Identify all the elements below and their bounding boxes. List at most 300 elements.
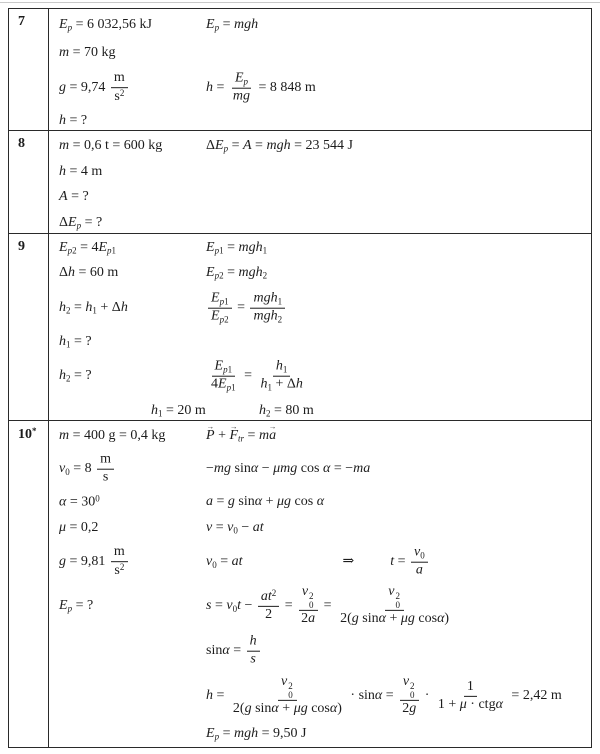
- math-variable: v: [59, 461, 66, 477]
- subscript: [263, 246, 268, 256]
- math-variable: p: [67, 245, 73, 256]
- fraction: [399, 674, 419, 718]
- math-variable: h: [295, 376, 303, 392]
- math-variable: v: [402, 673, 410, 689]
- fraction-denominator: [111, 88, 127, 106]
- math-variable: g: [409, 701, 417, 717]
- math-variable: h: [206, 688, 213, 704]
- math-text: 0: [420, 550, 425, 561]
- math-cell: [206, 17, 258, 33]
- math-line: [59, 673, 591, 719]
- math-text: 2: [301, 611, 309, 627]
- fraction-numerator: [278, 674, 297, 701]
- fraction-denominator: [337, 611, 452, 628]
- math-text: sin: [251, 701, 272, 717]
- math-variable: μ: [59, 520, 67, 535]
- math-text: 2: [219, 270, 224, 281]
- math-text: ): [337, 701, 342, 717]
- math-text: =: [240, 368, 256, 384]
- math-cell: [206, 240, 267, 256]
- math-variable: h: [206, 80, 213, 96]
- math-text: m: [100, 451, 112, 467]
- math-variable: p: [214, 731, 220, 742]
- fraction-numerator: [212, 359, 236, 377]
- math-cell: [206, 545, 430, 580]
- math-text: 2: [265, 607, 273, 623]
- math-variable: h: [59, 334, 66, 349]
- math-variable: μmg: [273, 461, 298, 476]
- math-text: =: [213, 688, 228, 704]
- table-row: [9, 131, 591, 234]
- superscript: [120, 562, 125, 572]
- math-text: = 0,6 t = 600 kg: [69, 138, 163, 153]
- math-variable: s: [250, 651, 256, 667]
- math-cell: [59, 215, 102, 231]
- math-text: =: [229, 643, 245, 659]
- math-text: sin: [358, 611, 379, 627]
- math-variable: g: [59, 80, 66, 96]
- math-line: [59, 449, 591, 489]
- math-text: = −: [330, 461, 354, 476]
- math-variable: h: [260, 376, 268, 392]
- math-text: = 4: [76, 240, 99, 255]
- math-text: = ?: [70, 334, 92, 349]
- math-text: −: [240, 598, 256, 614]
- math-variable: h: [85, 300, 93, 315]
- math-variable: m: [59, 428, 70, 443]
- math-text: 2: [119, 87, 125, 98]
- fraction: [258, 588, 279, 624]
- math-variable: mgh: [266, 138, 291, 153]
- math-text: +: [278, 701, 294, 717]
- math-text: = 30: [66, 494, 96, 510]
- fraction-numerator: [247, 634, 260, 652]
- math-line: [59, 489, 591, 515]
- math-cell: [59, 428, 165, 444]
- math-variable: a: [269, 428, 277, 443]
- math-cell: [59, 265, 118, 281]
- math-text: = ?: [67, 188, 89, 204]
- math-line: [59, 423, 591, 449]
- math-text: Δ: [206, 138, 216, 153]
- math-text: 2: [66, 373, 71, 384]
- math-text: sin: [206, 643, 223, 659]
- math-variable: v: [206, 520, 213, 535]
- math-variable: mgh: [253, 308, 278, 324]
- math-text: =: [213, 80, 228, 96]
- fraction: [337, 584, 452, 628]
- fraction-numerator: [111, 70, 128, 88]
- math-text: = 20 m: [162, 402, 206, 418]
- math-cell: [206, 71, 316, 106]
- math-text: 1: [262, 245, 268, 256]
- math-variable: E: [68, 214, 77, 230]
- math-text: 1: [227, 364, 233, 375]
- math-text: 2(: [340, 611, 352, 627]
- math-variable: E: [234, 70, 244, 86]
- math-text: = 60 m: [75, 265, 119, 280]
- fraction-denominator: [230, 89, 253, 106]
- math-text: m: [113, 70, 125, 86]
- math-text: s: [102, 469, 109, 485]
- fraction-numerator: [258, 588, 279, 607]
- math-text: =: [394, 554, 410, 570]
- math-text: 1: [224, 296, 229, 307]
- math-text: · ctg: [466, 696, 496, 712]
- math-text: =: [281, 598, 297, 614]
- fraction-numerator: [111, 544, 128, 562]
- math-variable: m: [258, 428, 270, 443]
- math-text: 4: [211, 376, 218, 392]
- math-variable: h: [59, 113, 66, 128]
- math-variable: mgh: [238, 240, 263, 255]
- fraction-denominator: [298, 611, 318, 628]
- math-variable: E: [211, 290, 220, 306]
- math-variable: g: [244, 701, 252, 717]
- math-text: =: [382, 688, 398, 704]
- fraction-denominator: [250, 309, 285, 326]
- math-text: = ?: [70, 368, 92, 383]
- math-text: =: [211, 598, 227, 614]
- math-text: cos: [291, 494, 317, 509]
- math-text: 0: [212, 559, 217, 570]
- math-cell: [206, 726, 306, 742]
- math-variable: v: [414, 544, 421, 560]
- math-text: = 6 032,56 kJ: [72, 17, 152, 32]
- math-text: 0: [233, 525, 238, 536]
- math-variable: p: [226, 382, 232, 393]
- subscript: [420, 550, 425, 560]
- math-text: 8: [18, 136, 25, 151]
- fraction-numerator: [97, 452, 114, 470]
- math-cell: [206, 428, 276, 444]
- math-cell: [206, 634, 262, 669]
- fraction-numerator: [411, 545, 428, 563]
- math-text: 2: [224, 314, 229, 325]
- math-cell: [59, 113, 87, 129]
- subscript: [107, 246, 116, 256]
- math-text: sin: [231, 461, 251, 476]
- math-line: [59, 133, 591, 159]
- subscript: 0: [395, 599, 400, 610]
- fraction-numerator: [232, 71, 251, 89]
- math-text: 1: [66, 339, 71, 350]
- math-variable: α: [316, 494, 325, 509]
- math-variable: α: [322, 461, 331, 476]
- fraction-numerator: [208, 291, 232, 309]
- subscript: 0: [309, 599, 314, 610]
- vector-arrow: [269, 428, 276, 444]
- math-variable: μg: [293, 701, 308, 717]
- math-cell: [59, 300, 128, 316]
- math-variable: A: [59, 188, 68, 204]
- math-variable: E: [59, 240, 68, 255]
- solution-cell: [49, 421, 591, 747]
- math-cell: [59, 45, 116, 61]
- math-variable: mg: [213, 461, 232, 476]
- subscript: [223, 364, 232, 374]
- math-variable: p: [214, 245, 220, 256]
- math-text: = 9,81: [66, 554, 109, 570]
- math-variable: α: [59, 494, 67, 510]
- math-variable: v: [388, 583, 395, 599]
- math-text: −: [258, 461, 274, 476]
- math-line: [59, 260, 591, 286]
- math-variable: p: [107, 245, 112, 256]
- math-variable: v: [227, 520, 234, 535]
- fraction-denominator: [257, 377, 305, 394]
- math-variable: v: [281, 673, 288, 689]
- subscript: [278, 314, 283, 324]
- math-variable: mgh: [233, 17, 259, 32]
- superscript: [120, 88, 125, 98]
- superscript: [95, 493, 100, 503]
- math-cell: [59, 70, 130, 106]
- math-variable: E: [98, 240, 108, 255]
- math-text: 2: [262, 270, 268, 281]
- math-text: 2: [119, 561, 125, 572]
- math-variable: E: [206, 726, 215, 741]
- subscript: 0: [410, 689, 415, 700]
- math-text: cos: [307, 701, 330, 717]
- math-variable: p: [243, 76, 248, 87]
- math-text: + Δ: [96, 300, 121, 315]
- fraction-numerator: [250, 291, 285, 309]
- math-line: [59, 354, 591, 398]
- math-variable: mgh: [253, 290, 278, 306]
- math-variable: at: [231, 554, 243, 570]
- math-variable: g: [351, 611, 359, 627]
- math-variable: E: [214, 358, 224, 374]
- super-subscript-stack: [288, 681, 293, 700]
- subscript: [220, 314, 229, 324]
- math-cell: [151, 403, 206, 419]
- fraction: [97, 452, 114, 487]
- math-text: cos: [414, 611, 438, 627]
- math-cell: [259, 403, 314, 419]
- math-variable: t: [390, 554, 395, 570]
- math-text: = 80 m: [270, 402, 314, 418]
- fraction-denominator: [208, 309, 232, 326]
- superscript: [272, 588, 277, 598]
- math-text: =: [212, 520, 228, 535]
- math-variable: tr: [238, 433, 245, 444]
- math-text: = 2,42 m: [507, 688, 562, 704]
- math-variable: α: [250, 461, 259, 476]
- math-variable: h: [275, 358, 283, 374]
- math-variable: p: [214, 22, 220, 33]
- math-line: [59, 184, 591, 209]
- math-text: = ?: [66, 113, 88, 128]
- fraction-numerator: [464, 679, 477, 697]
- math-line: [59, 236, 591, 260]
- vector-arrow: [229, 428, 238, 444]
- math-line: [59, 541, 591, 583]
- fraction: [435, 679, 506, 714]
- math-cell: [59, 334, 92, 350]
- math-variable: a: [206, 494, 213, 509]
- math-variable: E: [206, 240, 215, 255]
- problem-number: [9, 9, 49, 130]
- fraction-denominator: [399, 701, 419, 718]
- problem-number: [9, 131, 49, 233]
- math-text: 10: [18, 427, 32, 443]
- math-text: 2: [66, 305, 71, 316]
- math-cell: [206, 494, 324, 510]
- math-variable: E: [218, 376, 227, 392]
- math-variable: E: [211, 308, 220, 324]
- math-text: =: [244, 428, 259, 443]
- math-text: = ?: [81, 214, 103, 230]
- math-variable: α: [329, 701, 338, 717]
- math-text: cos: [297, 461, 323, 476]
- fraction-numerator: [400, 674, 419, 701]
- math-variable: p: [214, 270, 220, 281]
- math-text: = 8 848 m: [255, 80, 316, 96]
- fraction-numerator: [273, 359, 291, 377]
- math-line: [59, 11, 591, 39]
- math-line: [59, 629, 591, 673]
- math-text: = 8: [69, 461, 96, 477]
- math-variable: p: [223, 364, 228, 375]
- math-cell: [59, 240, 116, 256]
- math-cell: [59, 520, 98, 536]
- math-text: 2: [271, 588, 277, 599]
- math-text: 2: [266, 408, 271, 419]
- vector-arrow: [206, 428, 215, 444]
- math-cell: [59, 493, 100, 510]
- math-text: 7: [18, 14, 25, 29]
- math-text: *: [32, 426, 37, 436]
- fraction-denominator: [247, 652, 258, 669]
- math-text: 0: [65, 466, 70, 477]
- subscript: [227, 382, 236, 392]
- math-variable: t: [237, 598, 241, 614]
- math-variable: μ: [459, 696, 467, 712]
- math-cell: [59, 368, 92, 384]
- math-cell: [206, 359, 308, 394]
- math-variable: h: [120, 300, 128, 315]
- math-variable: mgh: [238, 265, 263, 280]
- math-variable: s: [206, 598, 212, 614]
- math-text: =: [233, 300, 249, 316]
- fraction: [230, 71, 253, 106]
- math-text: 2: [72, 245, 77, 256]
- math-variable: g: [227, 494, 235, 509]
- math-cell: [59, 452, 116, 487]
- math-text: = 9,50 J: [258, 726, 307, 741]
- fraction-denominator: [435, 696, 506, 713]
- subscript: [215, 271, 224, 281]
- super-subscript-stack: [410, 681, 415, 700]
- math-variable: g: [59, 554, 66, 570]
- superscript: [32, 426, 37, 436]
- math-variable: p: [223, 143, 229, 154]
- math-text: 0: [232, 603, 238, 614]
- subscript: [244, 76, 249, 86]
- math-text: =: [219, 726, 234, 741]
- math-text: =: [251, 138, 267, 153]
- math-text: s: [114, 563, 120, 579]
- math-text: = 23 544 J: [290, 138, 353, 153]
- math-text: = 0,2: [66, 520, 99, 535]
- math-variable: h: [59, 300, 66, 315]
- math-text: Δ: [59, 214, 69, 230]
- math-variable: E: [215, 138, 224, 153]
- math-variable: h: [59, 163, 66, 179]
- math-variable: E: [59, 598, 68, 613]
- subscript: [215, 246, 224, 256]
- math-text: 2: [402, 701, 410, 717]
- math-cell: [206, 520, 264, 536]
- math-variable: F: [229, 428, 239, 443]
- math-cell: [206, 291, 287, 326]
- math-text: =: [213, 494, 228, 509]
- math-text: ): [444, 611, 450, 627]
- math-line: [59, 583, 591, 629]
- fraction: [247, 634, 260, 669]
- math-variable: E: [206, 17, 215, 32]
- math-text: 1: [92, 305, 97, 316]
- math-line: [59, 39, 591, 67]
- math-text: −: [237, 520, 253, 535]
- math-variable: p: [67, 22, 73, 33]
- math-variable: ma: [353, 461, 371, 476]
- math-cell: [206, 138, 353, 154]
- math-text: 2(: [232, 701, 245, 717]
- math-variable: v: [206, 554, 213, 570]
- super-subscript-stack: [309, 591, 314, 610]
- math-cell: [59, 138, 162, 154]
- math-text: 1: [231, 382, 236, 393]
- math-cell: [59, 544, 130, 580]
- math-text: =: [223, 265, 239, 280]
- subscript: [283, 364, 288, 374]
- table-row: [9, 9, 591, 131]
- math-text: = 400 g = 0,4 kg: [69, 428, 166, 443]
- math-text: m: [113, 544, 125, 560]
- math-cell: [206, 674, 562, 718]
- math-text: = 70 kg: [69, 45, 116, 60]
- fraction-numerator: [299, 584, 318, 611]
- solution-cell: [49, 9, 591, 130]
- math-text: =: [223, 240, 239, 255]
- subscript: [263, 271, 268, 281]
- fraction: [111, 544, 128, 580]
- math-variable: E: [59, 17, 68, 32]
- superscript: 2: [410, 680, 415, 691]
- math-variable: h: [59, 368, 66, 383]
- math-variable: h: [151, 402, 158, 418]
- math-variable: α: [271, 701, 279, 717]
- math-text: 1 +: [437, 696, 460, 712]
- math-variable: E: [206, 265, 215, 280]
- fraction-denominator: [262, 607, 275, 624]
- math-variable: mg: [232, 88, 251, 104]
- math-text: =: [320, 598, 336, 614]
- math-variable: μg: [400, 611, 415, 627]
- fraction-denominator: [230, 701, 345, 718]
- math-cell: [59, 17, 152, 33]
- math-variable: a: [308, 611, 316, 627]
- math-variable: a: [415, 562, 423, 578]
- math-variable: v: [226, 598, 233, 614]
- math-text: 1: [111, 245, 117, 256]
- math-text: = ?: [72, 598, 94, 613]
- math-variable: p: [76, 220, 82, 231]
- math-variable: h: [68, 265, 76, 280]
- math-variable: v: [301, 583, 309, 599]
